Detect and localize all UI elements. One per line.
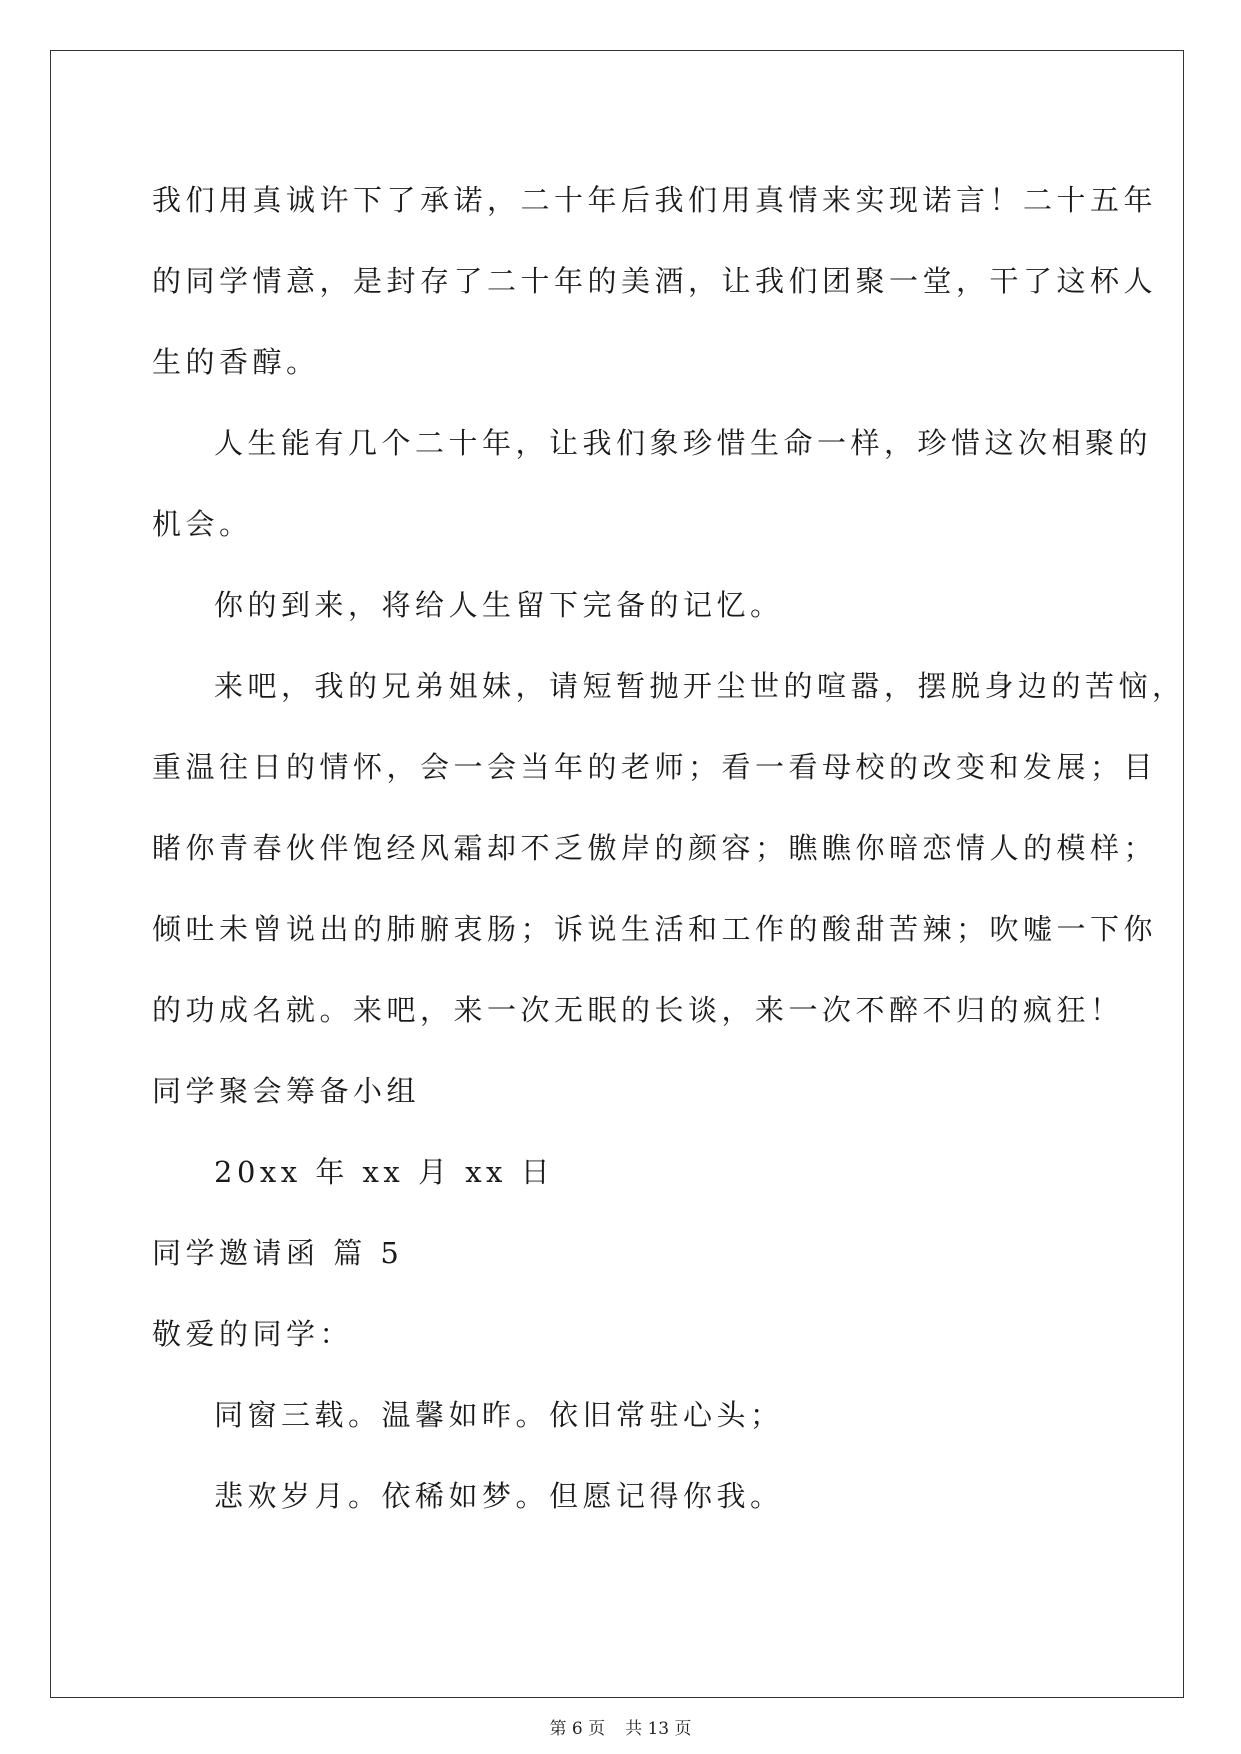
signature-line: 同学聚会筹备小组 bbox=[152, 1074, 421, 1108]
salutation: 敬爱的同学： bbox=[152, 1317, 354, 1351]
page-number: 第 6 页 bbox=[549, 1719, 606, 1739]
body-line: 生的香醇。 bbox=[152, 345, 320, 379]
body-line: 睹你青春伙伴饱经风霜却不乏傲岸的颜容；瞧瞧你暗恋情人的模样； bbox=[152, 831, 1158, 865]
page-footer bbox=[0, 1718, 1241, 1740]
body-line: 同窗三载。温馨如昨。依旧常驻心头； bbox=[214, 1398, 784, 1432]
body-line: 人生能有几个二十年，让我们象珍惜生命一样，珍惜这次相聚的 bbox=[214, 426, 1153, 460]
body-line: 机会。 bbox=[152, 507, 253, 541]
date-line: 20xx 年 xx 月 xx 日 bbox=[214, 1155, 555, 1189]
body-line: 的同学情意，是封存了二十年的美酒，让我们团聚一堂，干了这杯人 bbox=[152, 264, 1158, 298]
body-line: 的功成名就。来吧，来一次无眠的长谈，来一次不醉不归的疯狂！ bbox=[152, 993, 1124, 1027]
body-line: 重温往日的情怀，会一会当年的老师；看一看母校的改变和发展；目 bbox=[152, 750, 1158, 784]
body-line: 悲欢岁月。依稀如梦。但愿记得你我。 bbox=[214, 1479, 784, 1513]
document-body bbox=[152, 160, 1186, 1537]
body-line: 你的到来，将给人生留下完备的记忆。 bbox=[214, 588, 784, 622]
body-line: 我们用真诚许下了承诺，二十年后我们用真情来实现诺言！二十五年 bbox=[152, 183, 1158, 217]
body-line: 来吧，我的兄弟姐妹，请短暂抛开尘世的喧嚣，摆脱身边的苦恼， bbox=[214, 669, 1186, 703]
body-line: 倾吐未曾说出的肺腑衷肠；诉说生活和工作的酸甜苦辣；吹嘘一下你 bbox=[152, 912, 1158, 946]
section-heading: 同学邀请函 篇 5 bbox=[152, 1236, 404, 1270]
page-total: 共 13 页 bbox=[625, 1719, 692, 1739]
